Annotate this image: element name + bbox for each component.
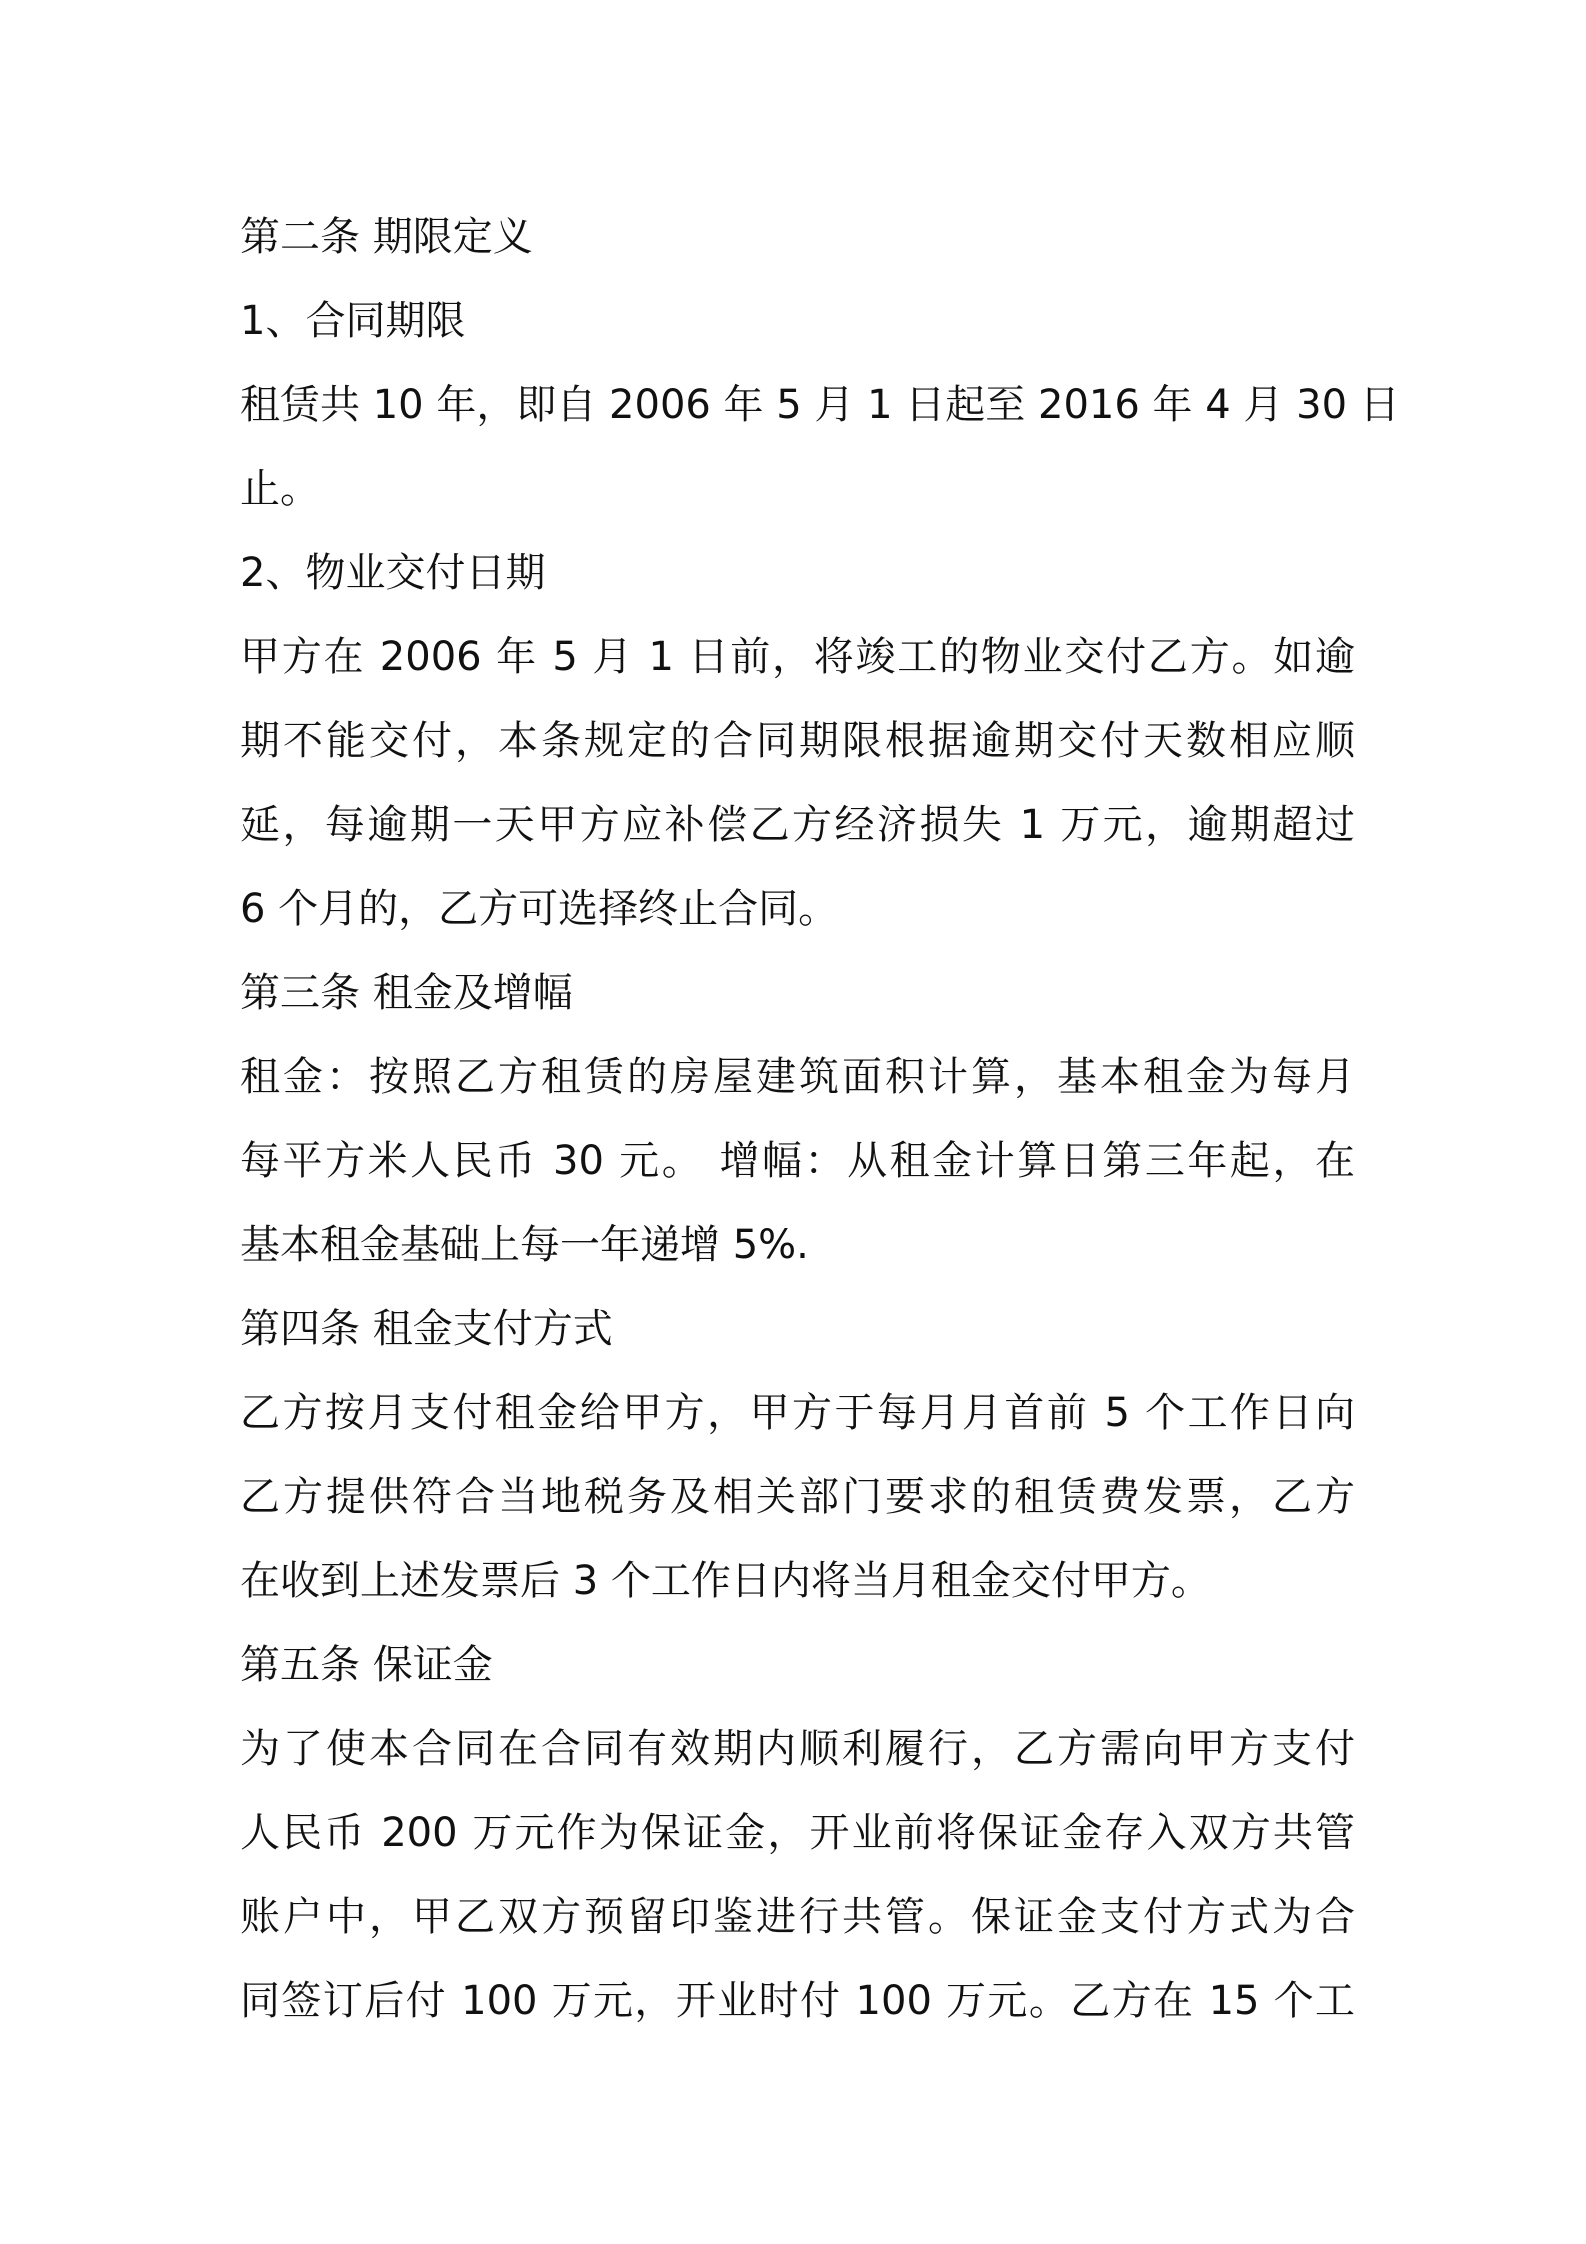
paragraph-line: 乙方提供符合当地税务及相关部门要求的租赁费发票，乙方: [240, 1474, 1355, 1520]
document-body: [240, 195, 1400, 2043]
paragraph-line: 6 个月的，乙方可选择终止合同。: [240, 886, 839, 932]
paragraph-line: 租赁共 10 年，即自 2006 年 5 月 1 日起至 2016 年 4 月 30 日: [240, 382, 1400, 428]
subheading-contract-term: 1、合同期限: [240, 298, 466, 344]
subheading-delivery-date: 2、物业交付日期: [240, 550, 546, 596]
section-heading-article-3: 第三条 租金及增幅: [240, 970, 573, 1016]
paragraph-line: 账户中，甲乙双方预留印鉴进行共管。保证金支付方式为合: [240, 1894, 1355, 1940]
paragraph-line: 人民币 200 万元作为保证金，开业前将保证金存入双方共管: [240, 1810, 1355, 1856]
paragraph-line: 止。: [240, 466, 320, 512]
paragraph-line: 延，每逾期一天甲方应补偿乙方经济损失 1 万元，逾期超过: [240, 802, 1355, 848]
section-heading-article-4: 第四条 租金支付方式: [240, 1306, 613, 1352]
paragraph-line: 同签订后付 100 万元，开业时付 100 万元。乙方在 15 个工: [240, 1978, 1355, 2024]
paragraph-line: 每平方米人民币 30 元。 增幅：从租金计算日第三年起，在: [240, 1138, 1355, 1184]
paragraph-line: 甲方在 2006 年 5 月 1 日前，将竣工的物业交付乙方。如逾: [240, 634, 1355, 680]
paragraph-line: 期不能交付，本条规定的合同期限根据逾期交付天数相应顺: [240, 718, 1355, 764]
paragraph-line: 为了使本合同在合同有效期内顺利履行，乙方需向甲方支付: [240, 1726, 1355, 1772]
paragraph-line: 在收到上述发票后 3 个工作日内将当月租金交付甲方。: [240, 1558, 1211, 1604]
paragraph-line: 乙方按月支付租金给甲方，甲方于每月月首前 5 个工作日向: [240, 1390, 1355, 1436]
paragraph-line: 基本租金基础上每一年递增 5%.: [240, 1222, 809, 1268]
paragraph-line: 租金：按照乙方租赁的房屋建筑面积计算，基本租金为每月: [240, 1054, 1355, 1100]
section-heading-article-2: 第二条 期限定义: [240, 214, 533, 260]
section-heading-article-5: 第五条 保证金: [240, 1642, 493, 1688]
